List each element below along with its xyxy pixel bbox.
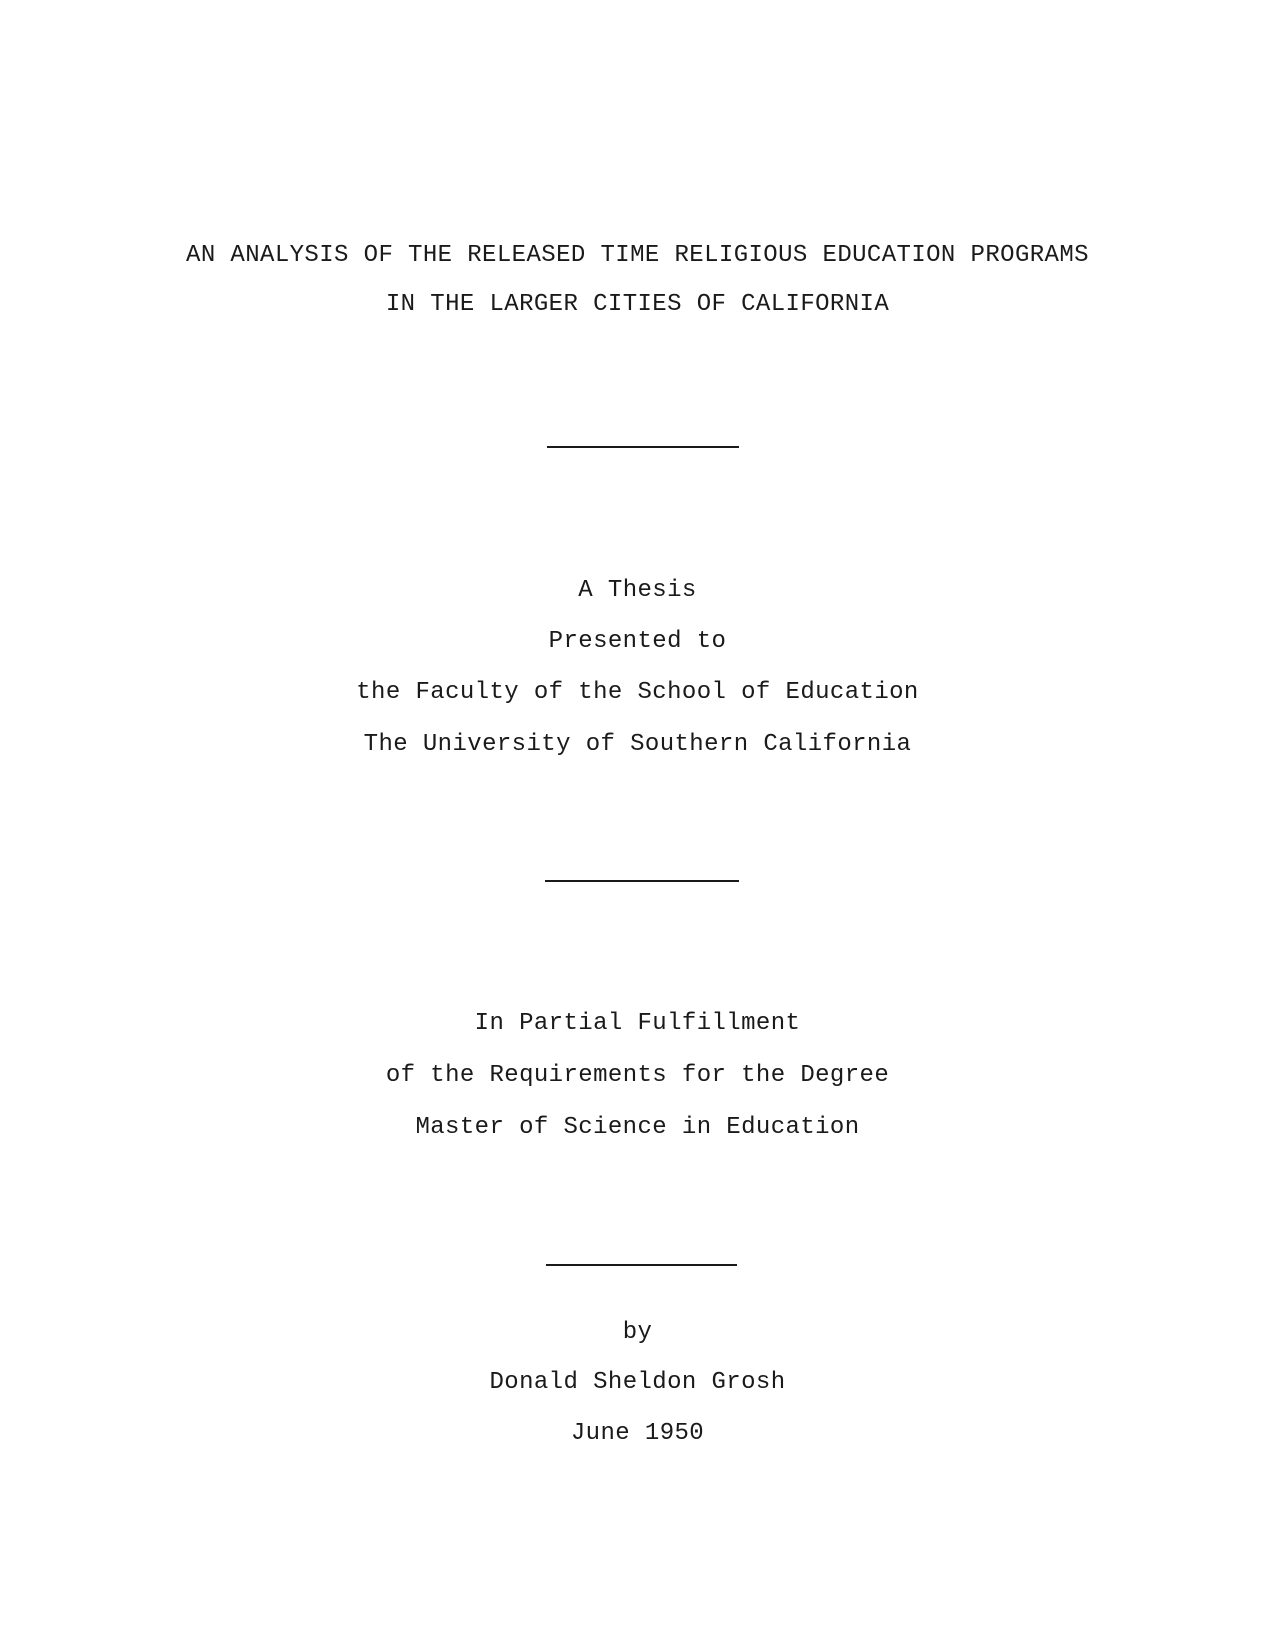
fulfillment-line-3: Master of Science in Education [415,1114,860,1141]
presentation-line-3: the Faculty of the School of Education [356,679,919,706]
thesis-title-line-2: IN THE LARGER CITIES OF CALIFORNIA [385,291,890,318]
fulfillment-line-1: In Partial Fulfillment [474,1010,801,1037]
divider-rule-3 [546,1264,737,1266]
divider-rule-2 [545,880,739,882]
author-name: Donald Sheldon Grosh [489,1369,786,1396]
thesis-date: June 1950 [570,1420,705,1447]
presentation-line-4: The University of Southern California [363,731,912,758]
thesis-title-line-1: AN ANALYSIS OF THE RELEASED TIME RELIGIOUS EDUCATION PROGRAMS [186,242,1089,269]
by-label: by [622,1319,653,1346]
divider-rule-1 [547,446,739,448]
presentation-line-1: A Thesis [578,577,697,604]
fulfillment-line-2: of the Requirements for the Degree [385,1062,890,1089]
presentation-line-2: Presented to [548,628,727,655]
